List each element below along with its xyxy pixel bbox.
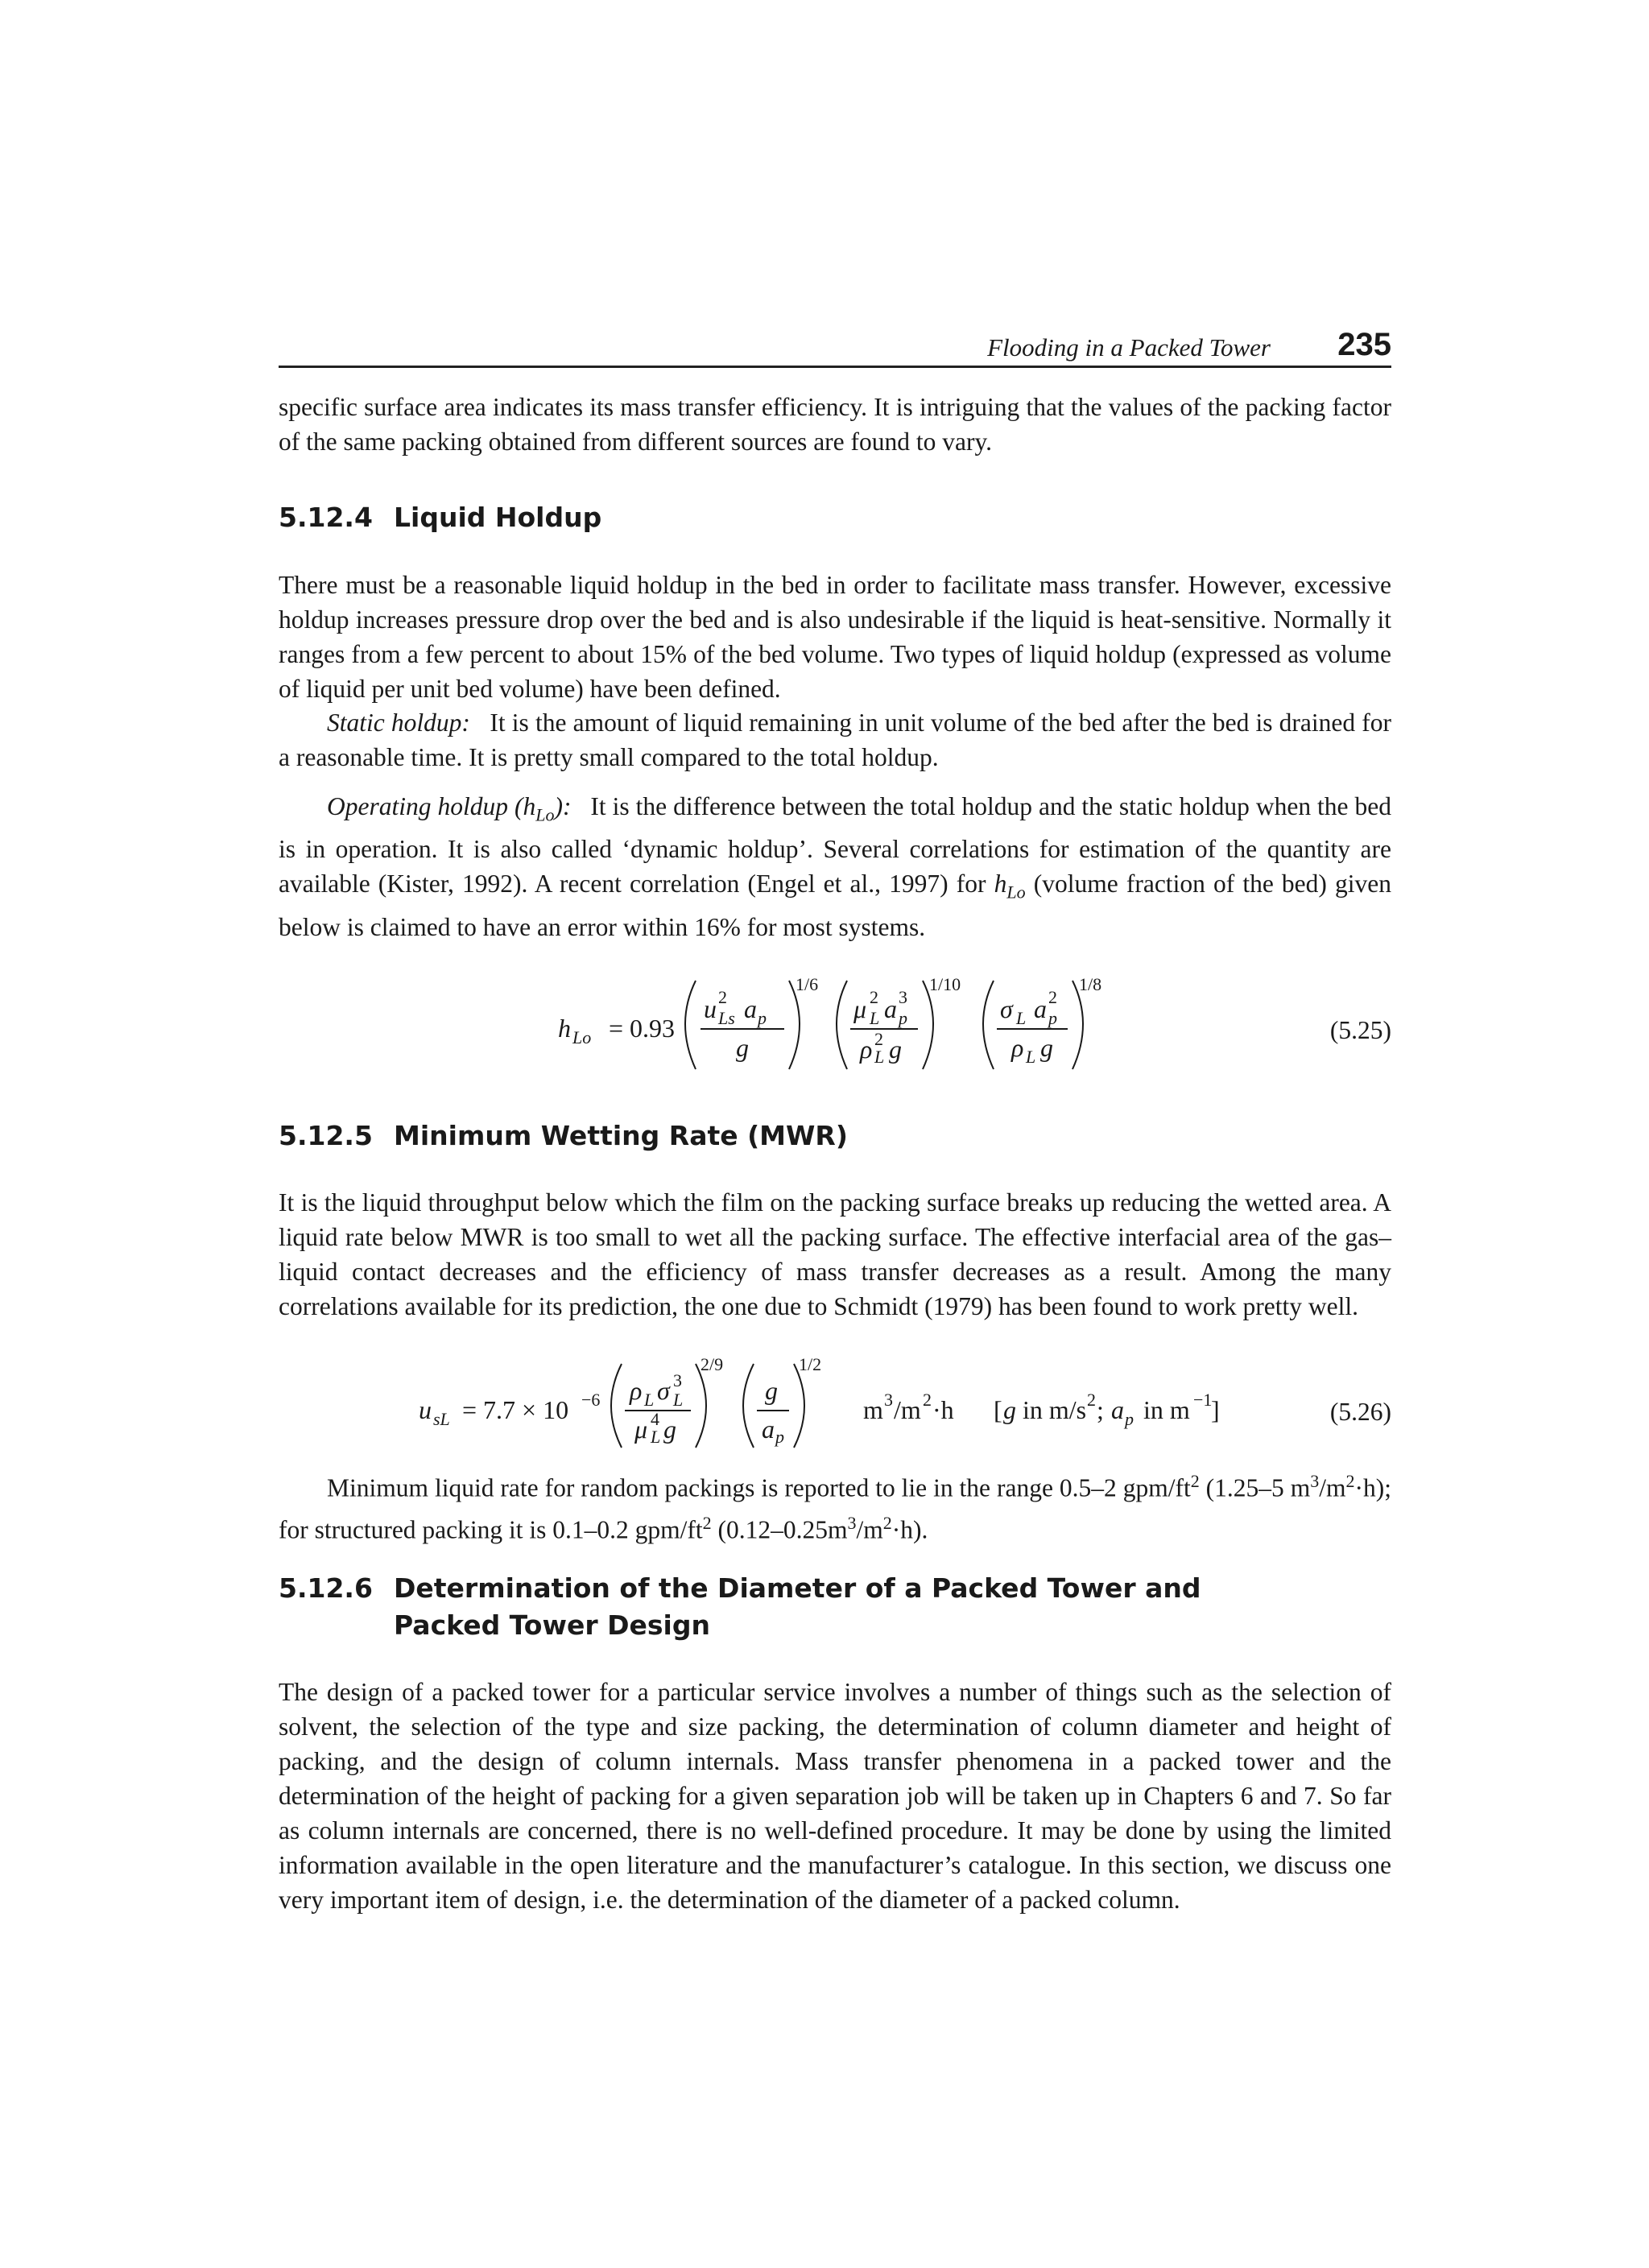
section-heading-5-12-4 <box>279 499 601 536</box>
svg-text:p: p <box>899 1008 907 1028</box>
operating-holdup-label: Operating holdup $(h_{Lo})$: <box>327 792 572 825</box>
svg-text:1/2: 1/2 <box>799 1354 822 1374</box>
svg-text:g: g <box>1003 1395 1016 1424</box>
holdup-paragraph: There must be a reasonable liquid holdup in the bed in order to facilitate mass transfer. However, excessive holdup increases pressure drop over the bed and is also undesirable if the liquid is heat-sensitive. Normally it ranges from a few percent to about 15% of the bed volume. Two types of liquid holdup (expressed as volume of liquid per unit bed volume) have been defined. <box>279 571 1391 703</box>
svg-text:2: 2 <box>874 1029 883 1049</box>
svg-text:g: g <box>736 1033 749 1062</box>
svg-text:a: a <box>1111 1395 1124 1424</box>
svg-text:g: g <box>663 1415 676 1444</box>
svg-text:p: p <box>1125 1409 1134 1429</box>
section-heading-5-12-5 <box>279 1117 848 1155</box>
equation-5-25-graphic <box>279 963 1391 1084</box>
static-holdup-paragraph <box>279 705 1391 775</box>
svg-text:p: p <box>1048 1008 1057 1028</box>
svg-text:1/10: 1/10 <box>929 974 961 994</box>
static-holdup-text: It is the amount of liquid remaining in unit volume of the bed after the bed is drained for a reasonable time. It is pretty small compared to the total holdup. <box>279 708 1391 771</box>
running-header <box>279 327 1391 368</box>
svg-text:a: a <box>1034 994 1047 1023</box>
svg-text:·h: ·h <box>932 1395 954 1424</box>
svg-text:= 7.7 × 10: = 7.7 × 10 <box>462 1395 569 1424</box>
design-paragraph: The design of a packed tower for a particular service involves a number of things such as the selection of solvent, the selection of the type and size packing, the determination of column diameter and height of packing, and the design of column internals. Mass transfer phenomena in a packed tower and the determination of the height of packing for a given separation job will be taken up in Chapters 6 and 7. So far as column internals are concerned, there is no well-defined procedure. It may be done by using the limited information available in the open literature and the manufacturer’s catalogue. In this section, we discuss one very important item of design, i.e. the determination of the diameter of a packed column. <box>279 1678 1391 1914</box>
equation-5-26-graphic <box>279 1353 1391 1457</box>
svg-text:3: 3 <box>673 1370 682 1390</box>
section-number: 5.12.5 <box>279 1120 373 1151</box>
svg-text:a: a <box>884 994 897 1023</box>
operating-holdup-text-1: It is the difference between the total holdup and the static holdup when the bed is in operation. It is also called ‘dynamic holdup’. Several correlations for estimation of the quantity are available (Kister, 1992). A recent correlation (Engel et al., 1997) for <box>279 792 1391 899</box>
section-title-line-1: Determination of the Diameter of a Packed Tower and <box>394 1572 1201 1604</box>
section-number: 5.12.4 <box>279 502 373 533</box>
svg-text:L: L <box>874 1047 885 1067</box>
svg-text:−6: −6 <box>581 1390 601 1410</box>
svg-text:u: u <box>704 994 717 1023</box>
svg-text:−1: −1 <box>1193 1390 1213 1410</box>
svg-text:L: L <box>870 1008 880 1028</box>
svg-text:σ: σ <box>1000 994 1013 1023</box>
operating-holdup-text-2: (volume fraction of the bed) given below is claimed to have an error within 16% for most systems. <box>279 870 1392 941</box>
svg-text:2: 2 <box>718 987 727 1007</box>
intro-paragraph: specific surface area indicates its mass transfer efficiency. It is intriguing that the values of the packing factor of the same packing obtained from different sources are found to vary. <box>279 393 1391 456</box>
svg-text:L: L <box>644 1390 655 1410</box>
svg-text:m: m <box>863 1395 883 1424</box>
svg-text:2: 2 <box>870 987 878 1007</box>
svg-text:2/9: 2/9 <box>701 1354 724 1374</box>
svg-text:1/8: 1/8 <box>1079 974 1102 994</box>
operating-holdup-paragraph: Operating holdup $(h_{Lo})$: It is the difference between the total holdup and the static holdup when the bed is in operation. It is also called ‘dynamic holdup’. Several correlations for estimation of the quantity are available (Kister, 1992). A recent correlation (Engel et al., 1997) for $h_{Lo}$ (volume fraction of the bed) given below is claimed to have an error within 16% for most systems. <box>279 792 1392 941</box>
svg-text:L: L <box>1016 1008 1027 1028</box>
svg-text:2: 2 <box>1048 987 1057 1007</box>
svg-text:3: 3 <box>884 1390 893 1410</box>
svg-text:Lo: Lo <box>572 1027 592 1047</box>
equation-5-25 <box>279 963 1391 1084</box>
svg-text:a: a <box>762 1415 775 1444</box>
svg-text:ρ: ρ <box>630 1376 643 1405</box>
section-title: Liquid Holdup <box>394 502 602 533</box>
section-title-line-2: Packed Tower Design <box>394 1609 710 1641</box>
svg-text:sL: sL <box>433 1409 450 1429</box>
static-holdup-label: Static holdup: <box>327 708 470 737</box>
svg-text:μ: μ <box>853 994 867 1023</box>
svg-text:g: g <box>889 1035 902 1064</box>
svg-text:in m/s: in m/s <box>1023 1395 1087 1424</box>
mwr-range-paragraph: Minimum liquid rate for random packings is reported to lie in the range 0.5–2 gpm/$ft^2$ (1.25–5 $m^3/m^2\cdot h$); for structured packing it is 0.1–0.2 gpm/$ft^2$ $(0.12-0.25m^3/m^2\cdot h)$. <box>279 1471 1391 1543</box>
running-title: Flooding in a Packed Tower <box>987 333 1271 361</box>
svg-text:ρ: ρ <box>860 1035 873 1064</box>
svg-text:1/6: 1/6 <box>796 974 819 994</box>
svg-text:in m: in m <box>1143 1395 1190 1424</box>
equation-number-5-25: (5.25) <box>1329 1016 1391 1044</box>
svg-text:[: [ <box>994 1395 1002 1424</box>
svg-text:σ: σ <box>657 1376 670 1405</box>
svg-text:a: a <box>744 994 757 1023</box>
svg-text:g: g <box>1040 1033 1053 1062</box>
svg-text:μ: μ <box>634 1415 648 1444</box>
svg-text:g: g <box>765 1376 778 1405</box>
svg-text:u: u <box>419 1395 432 1424</box>
svg-text:p: p <box>775 1427 784 1447</box>
svg-text:/m: /m <box>894 1395 921 1424</box>
svg-text:L: L <box>1026 1047 1036 1067</box>
svg-text:4: 4 <box>651 1409 659 1429</box>
svg-text:2: 2 <box>1087 1390 1096 1410</box>
svg-text:]: ] <box>1211 1395 1220 1424</box>
svg-text:L: L <box>651 1427 661 1447</box>
equation-5-26 <box>279 1353 1391 1457</box>
svg-text:3: 3 <box>899 987 907 1007</box>
svg-text:2: 2 <box>923 1390 932 1410</box>
svg-text:L: L <box>673 1390 684 1410</box>
svg-text:h: h <box>558 1014 571 1043</box>
page-number: 235 <box>1337 327 1391 362</box>
section-heading-5-12-6 <box>279 1570 1201 1644</box>
svg-text:p: p <box>758 1008 767 1028</box>
section-title: Minimum Wetting Rate (MWR) <box>394 1120 848 1151</box>
equation-number-5-26: (5.26) <box>1329 1398 1391 1426</box>
svg-text:= 0.93: = 0.93 <box>609 1014 676 1043</box>
section-number: 5.12.6 <box>279 1572 373 1604</box>
mwr-paragraph: It is the liquid throughput below which the film on the packing surface breaks up reducing the wetted area. A liquid rate below MWR is too small to wet all the packing surface. The effective interfacial area of the gas–liquid contact decreases and the efficiency of mass transfer decreases as a result. Among the many correlations available for its prediction, the one due to Schmidt (1979) has been found to work pretty well. <box>279 1188 1391 1320</box>
svg-text:;: ; <box>1097 1395 1104 1424</box>
svg-text:ρ: ρ <box>1011 1033 1024 1062</box>
svg-text:Ls: Ls <box>718 1008 735 1028</box>
